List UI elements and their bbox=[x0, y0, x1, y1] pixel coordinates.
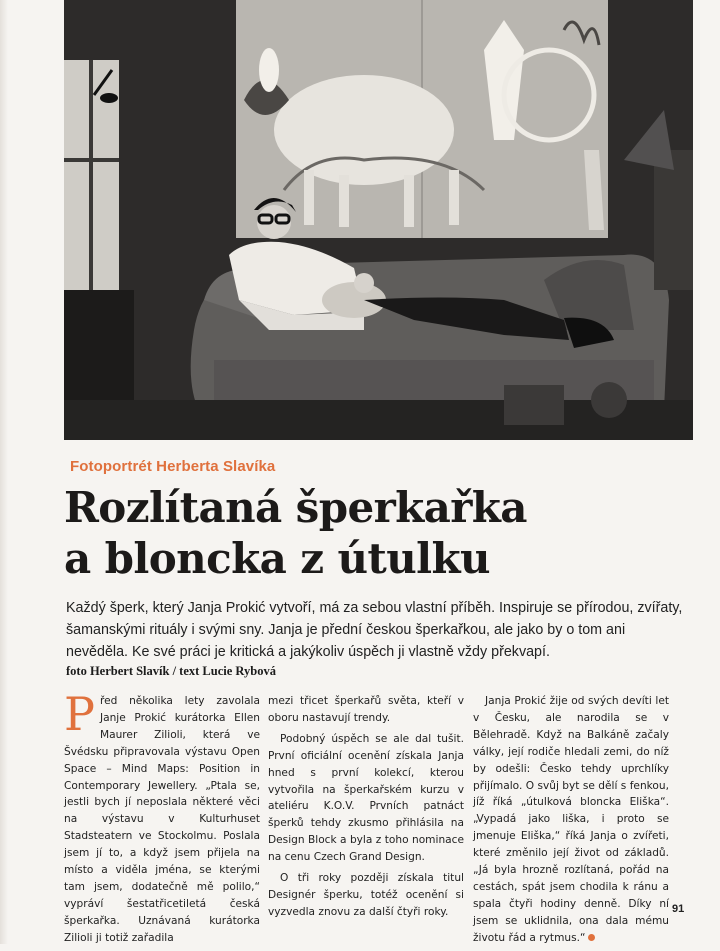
column-1-paragraph bbox=[64, 687, 260, 947]
drop-cap: P bbox=[64, 687, 95, 741]
article-column-3 bbox=[473, 693, 669, 951]
column-2-paragraph-3: O tři roky později získala titul Designér šperku, totéž ocenění si vyzvedla znovu za další čtyři roky. bbox=[268, 872, 464, 918]
column-1-text: řed několika lety zavolala Janje Prokić kurátorka Ellen Maurer Zilioli, která ve Švédsku připravovala výstavu Open Space – Mind Maps: Position in Contemporary Jewellery. „Ptala se, jestli bych jí neposlala některé věci na výstavu v Kulturhuset Stadsteatern ve Stockolmu. Poslala jsem jí to, a když jsem přijela na místo a viděla jména, se kterými tam jsem, dodatečně mě polilo,“ vypráví šestatřicetiletá česká šperkařka. Uznávaná kurátorka Zilioli ji totiž zařadila bbox=[64, 695, 260, 944]
article-column-2 bbox=[268, 693, 464, 925]
headline-line-2: a bloncka z útulku bbox=[64, 534, 490, 583]
portrait-photo bbox=[64, 0, 693, 440]
kicker: Fotoportrét Herberta Slavíka bbox=[70, 458, 276, 475]
column-3-paragraph bbox=[473, 693, 669, 947]
lead-paragraph: Každý šperk, který Janja Prokić vytvoří, má za sebou vlastní příběh. Inspiruje se přírodou, zvířaty, šamanskými rituály i svými sny. Janja je přední českou šperkařkou, ale jako by o tom ani nevěděla. Ke své práci je kritická a jakýkoliv úspěch ji vlastně vždy překvapí. bbox=[66, 600, 683, 660]
column-2-paragraph-1: mezi třicet šperkařů světa, kteří v oboru nastavují trendy. bbox=[268, 695, 464, 724]
credits: foto Herbert Slavík / text Lucie Rybová bbox=[66, 664, 276, 678]
end-mark-icon bbox=[588, 934, 595, 941]
page-number: 91 bbox=[672, 903, 685, 915]
headline-line-1: Rozlítaná šperkařka bbox=[64, 483, 527, 532]
column-3-text: Janja Prokić žije od svých devíti let v Česku, ale narodila se v Bělehradě. Když na Balkáně začaly války, její rodiče hledali zemi, do níž by odešli: Česko tehdy uprchlíky přijímalo. O svůj byt se dělí s fenkou, jíž říká „útulková bloncka Eliška“. „Vypadá jako liška, i proto se jmenuje Eliška,“ říká Janja o zvířeti, které změnilo její život od základů. „Já byla hrozně rozlítaná, pořád na cestách, spát jsem chodila k ránu a spala čtyři hodiny denně. Díky ní jsem se uklidnila, ona dala mému životu řád a rytmus.“ bbox=[473, 695, 669, 944]
column-2-paragraph-2: Podobný úspěch se ale dal tušit. První oficiální ocenění získala Janja hned s první kolekcí, kterou vytvořila na šperkařském kurzu v ateliéru K.O.V. Prvních patnáct šperků tehdy zkusmo přihlásila na Design Block a byla z toho nominace na cenu Czech Grand Design. bbox=[268, 732, 464, 864]
page-edge bbox=[0, 0, 8, 944]
headline bbox=[64, 482, 684, 584]
article-column-1 bbox=[64, 687, 260, 951]
